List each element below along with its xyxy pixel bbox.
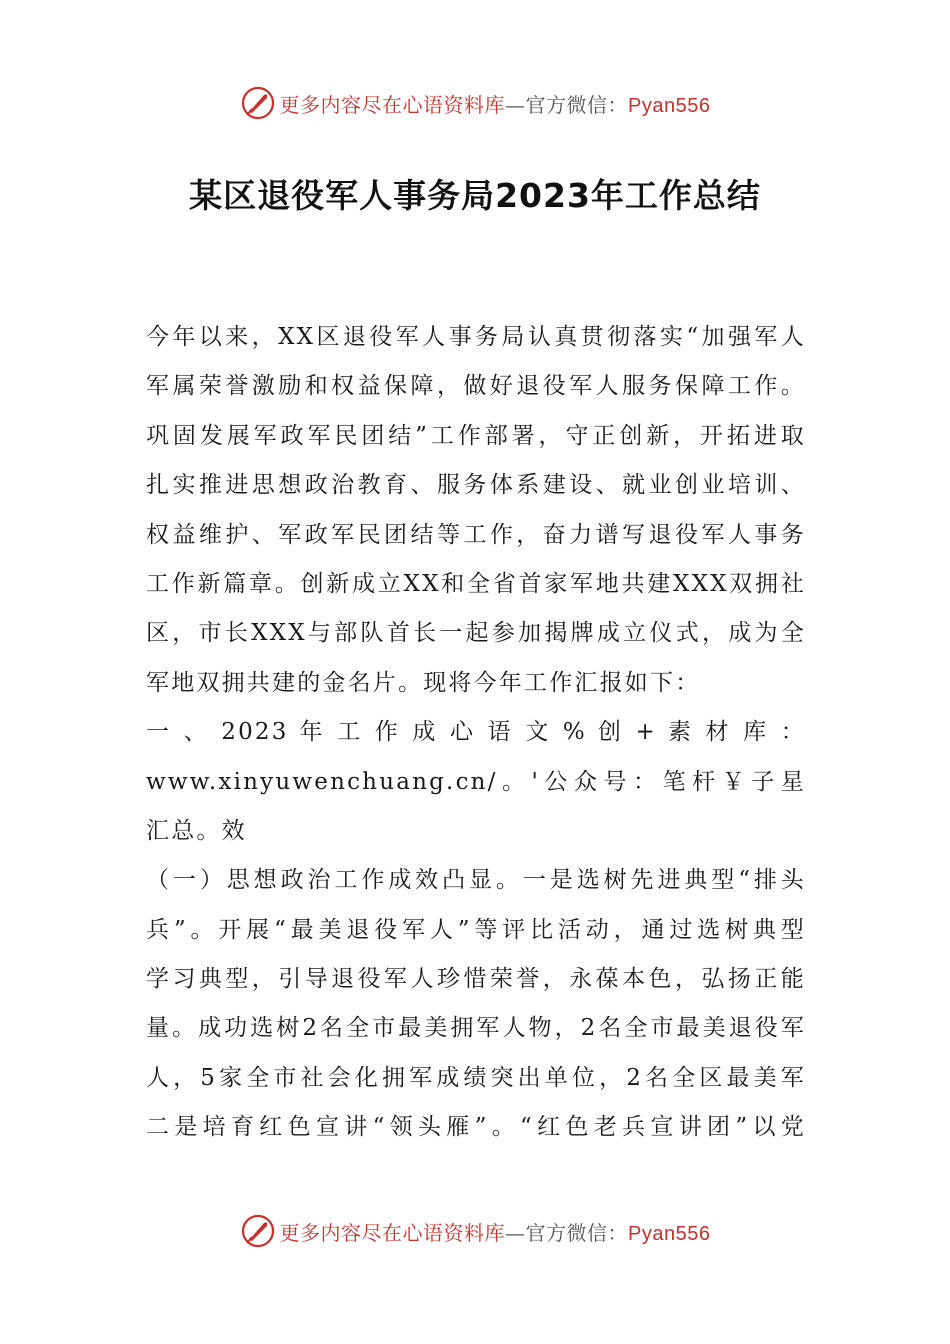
banner-wechat-id: Pyan556 bbox=[628, 1222, 711, 1245]
banner-wechat-id: Pyan556 bbox=[628, 94, 711, 117]
footer-watermark-banner bbox=[0, 1211, 950, 1251]
body-line: 汇总。效 bbox=[146, 817, 247, 844]
body-line: 人，5家全市社会化拥军成绩突出单位，2名全区最美军 bbox=[146, 1064, 806, 1091]
body-line: 一 、 2023 年 工 作 成 心 语 文 % 创 + 素 材 库 ： bbox=[146, 719, 806, 746]
body-line: （一）思想政治工作成效凸显。一是选树先进典型“排头 bbox=[146, 867, 806, 894]
body-line: 兵”。开展“最美退役军人”等评比活动，通过选树典型 bbox=[146, 916, 806, 943]
body-line: 区，市长XXX与部队首长一起参加揭牌成立仪式，成为全 bbox=[146, 620, 806, 647]
header-watermark-banner bbox=[0, 83, 950, 123]
body-line: 军属荣誉激励和权益保障，做好退役军人服务保障工作。 bbox=[146, 373, 806, 400]
body-line: 今年以来，XX区退役军人事务局认真贯彻落实“加强军人 bbox=[146, 324, 806, 350]
banner-middle-text: —官方微信： bbox=[505, 1220, 629, 1245]
body-line: 工作新篇章。创新成立XX和全省首家军地共建XXX双拥社 bbox=[146, 570, 806, 597]
body-line: 军地双拥共建的金名片。现将今年工作汇报如下： bbox=[146, 669, 701, 696]
body-line: 权益维护、军政军民团结等工作，奋力谱写退役军人事务 bbox=[146, 521, 806, 548]
body-line: 二是培育红色宣讲“领头雁”。“红色老兵宣讲团”以党 bbox=[146, 1114, 806, 1141]
body-line: 扎实推进思想政治教育、服务体系建设、就业创业培训、 bbox=[146, 472, 806, 499]
document-title: 某区退役军人事务局2023年工作总结 bbox=[189, 176, 761, 215]
document-body bbox=[146, 313, 806, 1153]
quill-pen-logo-icon bbox=[240, 85, 276, 121]
banner-middle-text: —官方微信： bbox=[505, 92, 629, 117]
banner-lead-text: 更多内容尽在心语资料库 bbox=[279, 1220, 506, 1245]
banner-lead-text: 更多内容尽在心语资料库 bbox=[279, 92, 506, 117]
body-line: 量。成功选树2名全市最美拥军人物，2名全市最美退役军 bbox=[146, 1015, 806, 1042]
body-line: 巩固发展军政军民团结”工作部署，守正创新，开拓进取 bbox=[146, 422, 806, 449]
quill-pen-logo-icon bbox=[240, 1213, 276, 1249]
body-line: 学习典型，引导退役军人珍惜荣誉，永葆本色，弘扬正能 bbox=[146, 966, 806, 993]
body-line: www.xinyuwenchuang.cn/。'公众号：笔杆￥子星 bbox=[146, 768, 806, 795]
